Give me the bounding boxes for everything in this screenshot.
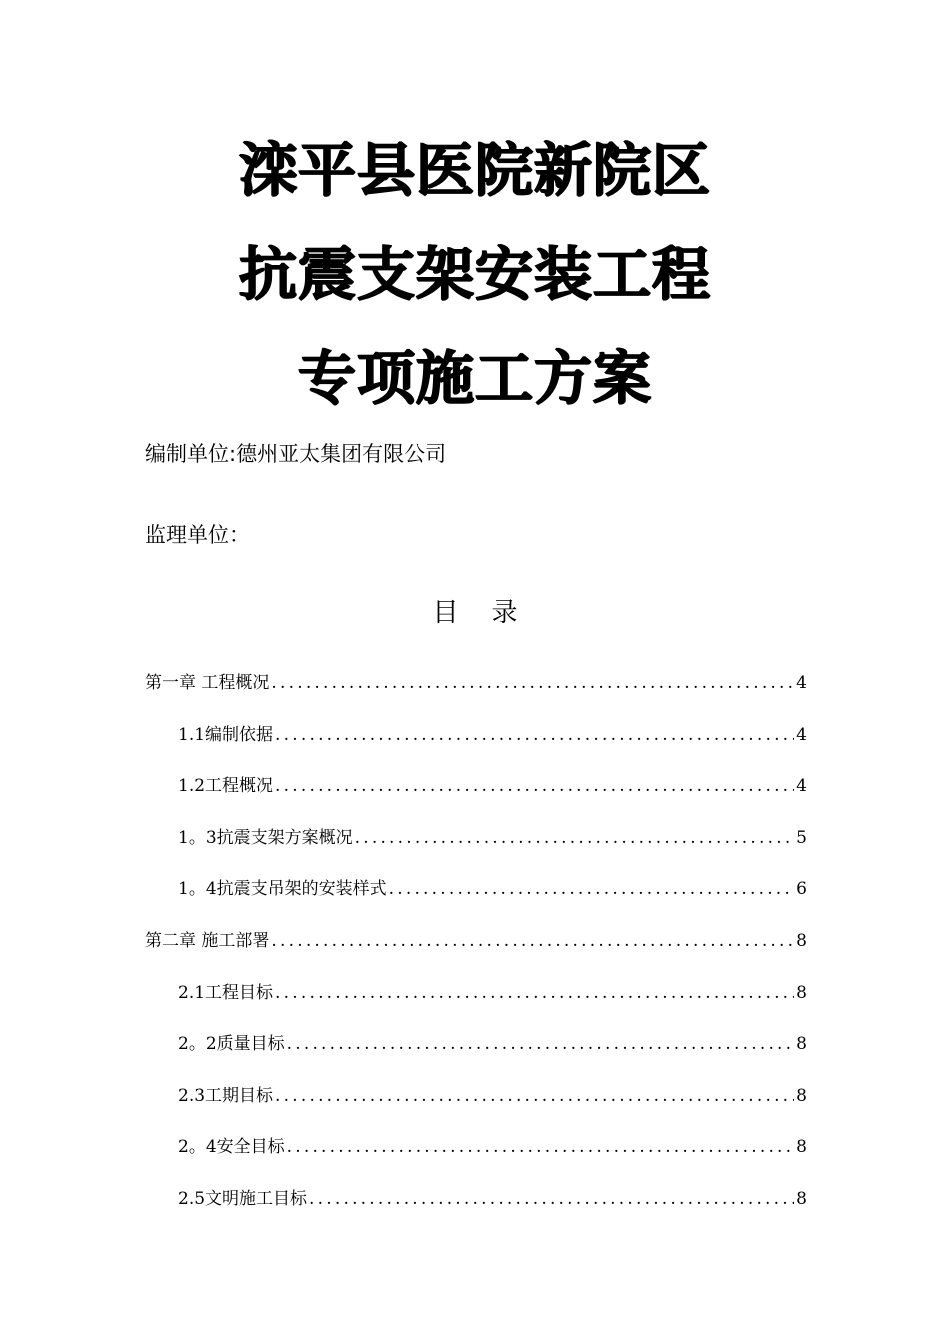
toc-entry[interactable] <box>178 1132 807 1162</box>
toc-entry[interactable] <box>178 771 807 801</box>
toc-page-number: 4 <box>796 724 807 745</box>
toc-entry[interactable] <box>178 823 807 853</box>
toc-entry-title: 第一章 工程概况 <box>145 673 270 693</box>
toc-dot-leader <box>275 1081 794 1111</box>
toc-page-number: 8 <box>796 1034 807 1055</box>
toc-page-number: 8 <box>796 1189 807 1209</box>
title-line-3: 专项施工方案 <box>297 344 652 412</box>
toc-dot-leader <box>275 771 794 801</box>
toc-entry-title: 2.3工期目标 <box>178 1085 274 1106</box>
toc-entry-title: 1.2工程概况 <box>178 776 274 797</box>
title-line-2: 抗震支架安装工程 <box>238 240 711 308</box>
toc-entry-title: 1。4抗震支吊架的安装样式 <box>178 879 387 900</box>
toc-heading: 目 录 <box>432 598 518 628</box>
toc-dot-leader <box>271 926 794 956</box>
toc-entry[interactable] <box>178 978 807 1008</box>
toc-dot-leader <box>287 1029 795 1059</box>
toc-dot-leader <box>287 1132 795 1162</box>
toc-entry-title: 1。3抗震支架方案概况 <box>178 827 353 848</box>
toc-dot-leader <box>275 978 794 1008</box>
toc-page-number: 8 <box>796 931 807 951</box>
toc-entry[interactable] <box>178 1029 807 1059</box>
toc-entry[interactable] <box>145 668 807 698</box>
toc-page-number: 6 <box>796 879 807 900</box>
toc-dot-leader <box>355 823 795 853</box>
toc-entry[interactable] <box>178 720 807 750</box>
toc-entry-title: 2。4安全目标 <box>178 1137 285 1158</box>
toc-entry-title: 2.5文明施工目标 <box>178 1189 308 1209</box>
toc-dot-leader <box>275 720 794 750</box>
supervisor-unit: 监理单位： <box>145 523 250 547</box>
toc-dot-leader <box>309 1184 794 1214</box>
toc-page-number: 5 <box>796 827 807 848</box>
toc-entry[interactable] <box>178 874 807 904</box>
toc-entry[interactable] <box>145 926 807 956</box>
toc-page-number: 8 <box>796 1085 807 1106</box>
toc-entry[interactable] <box>178 1081 807 1111</box>
toc-dot-leader <box>389 874 795 904</box>
document-title <box>0 118 950 430</box>
toc-dot-leader <box>271 668 794 698</box>
toc-entry[interactable] <box>178 1184 807 1214</box>
toc-page-number: 8 <box>796 982 807 1003</box>
toc-entry-title: 第二章 施工部署 <box>145 931 270 951</box>
toc-page-number: 4 <box>796 776 807 797</box>
toc-entry-title: 2.1工程目标 <box>178 982 274 1003</box>
title-line-1: 滦平县医院新院区 <box>238 136 711 204</box>
toc-entry-title: 1.1编制依据 <box>178 724 274 745</box>
toc-entry-title: 2。2质量目标 <box>178 1034 285 1055</box>
toc-page-number: 8 <box>796 1137 807 1158</box>
compiler-unit: 编制单位:德州亚太集团有限公司 <box>145 442 447 466</box>
toc-page-number: 4 <box>796 673 807 693</box>
